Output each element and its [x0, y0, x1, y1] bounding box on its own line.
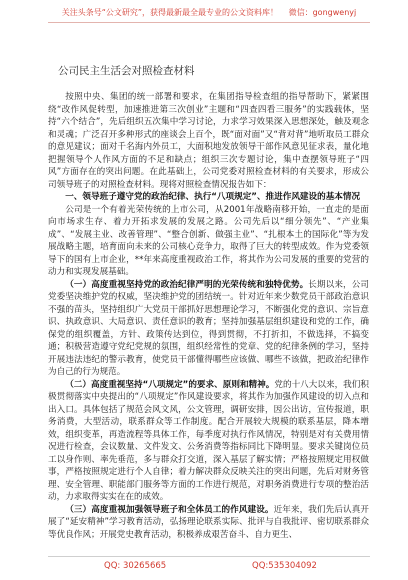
item-lead: （二）高度重视坚持“八项规定”的要求、原则和精神。 [65, 379, 275, 390]
overview-paragraph: 公司是一个有着光荣传统的上市公司，从2001年战略南移开始，一直走的是面向市场求生存、着力开拓求发展的发展之路。公司先后以“细分领先”、“产业集成”、“发展主业、改善管理”、“整合创新、做强主业”、“扎根本土的国际化”等为发展战略主题，培育面向未来的公司核心竞争力，取得了巨大的转型成效。作为党委领导下的国有上市企业，**年来高度重视政治工作，将其作为公司发展的重要的党营的动力和实现发展基础。 [48, 204, 369, 277]
footer-qq-2: QQ:535304092 [252, 561, 317, 571]
item-paragraph-2 [48, 379, 369, 504]
footer-divider [48, 556, 370, 557]
item-body: 长期以来，公司党委坚决维护党的权威，坚决维护党的团结统一。针对近年来少数党员干部政治意识不强的苗头，坚持组织广大党员干部抓好思想理论学习，不断强化党的意识、宗旨意识、执政意识、大局意识、责任意识的教育；坚持加强基层组织建设和党的工作，确保党的组织覆盖，方针、政策传达到位，得到贯彻，不打折扣，不做选择，不搞变通；积极营造遵守党纪党规的氛围，组织经常性的党章、党的纪律条例的学习，坚持开展违法违纪的警示教育，使党员干部懂得哪些应该做、哪些不该做，把政治纪律作为自己的行为规范。 [48, 279, 369, 377]
header-banner [48, 7, 370, 19]
banner-text: 关注头条号“公文研究”，获得最新最全最专业的公文资料库！ [61, 8, 279, 17]
document-body [48, 91, 369, 553]
header-divider [48, 22, 370, 23]
item-body: 近年来，我们先后认真开展了“延安精神”学习教育活动，弘扬理论联系实际、批评与自我批评、密切联系群众等优良作风；开展党史教育活动，积极养成艰苦奋斗、自力更生、 [48, 504, 369, 540]
footer-qq-1: QQ: 30265665 [104, 561, 167, 571]
section-heading: 一、领导班子遵守党的政治纪律、执行“八项规定”、推进作风建设的基本情况 [65, 192, 361, 202]
item-body: 党的十八大以来，我们积极贯彻落实中央提出的“八项规定”作风建设要求，将其作为加强作风建设的切入点和出入口。具体包括了规范会风文风，公文管理，调研安排，因公出访，宣传报道，职务消费，大型活动，联系群众等工作制度。配合开展较大规模的联系基层，降本增效，组织变革，再造流程等具体工作，每季度对执行作风情况，特别是对有关费用情况进行检查，会议数量、文件发文、公务消费等指标同比下降明显。要求关键岗位员工以身作则、率先垂范，多与群众打交道，深入基层了解实情；严格按照规定用权做事，严格按照规定进行个人自律；着力解决群众反映关注的突出问题，先后对财务管理、安全管理、职能部门服务等方面的工作进行规范，对职务消费进行专项的整治活动，力求取得实实在在的成效。 [48, 379, 369, 502]
document-title: 公司民主生活会对照检查材料 [58, 65, 195, 77]
item-paragraph-3 [48, 504, 369, 542]
intro-paragraph: 按照中央、集团的统一部署和要求，在集团指导检查组的指导帮助下，紧紧围绕“改作风促转型，加速推进第三次创业”主题和“四查四看三服务”的实践载体，坚持“六个结合”，先后组织五次集中学习讨论，力求学习效果深入思想深处，触及观念和灵魂；广泛召开多种形式的座谈会上百个，既“面对面”又“背对背”地听取员工群众的意见建议；面对千名海内外员工，大面积地发放领导干部作风意见征求表，量化地把握领导个人作风方面的不足和缺点；组织三次专题讨论，集中查摆领导班子“四风”方面存在的突出问题。在此基础上，公司党委对照检查材料的有关要求，形成公司领导班子的对照检查材料。现将对照检查情况报告如下： [48, 92, 369, 190]
item-paragraph-1 [48, 279, 369, 379]
item-lead: （一）高度重视坚持党的政治纪律严明的光荣传统和独特优势。 [65, 279, 309, 290]
banner-wechat: 微信：gongwenyj [288, 8, 357, 17]
item-lead: （三）高度重视加强领导班子和全体员工的作风建设。 [65, 504, 274, 515]
